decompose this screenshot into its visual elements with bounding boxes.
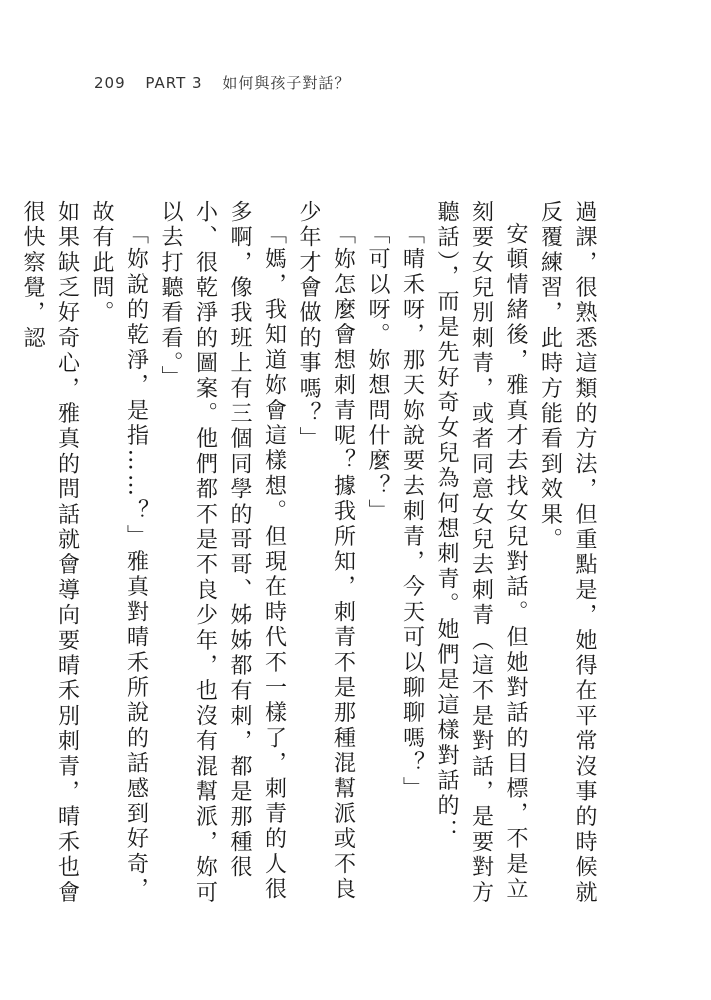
- vertical-body-text: [20, 200, 601, 920]
- part-label: PART 3: [145, 74, 203, 92]
- dialogue-line: 「可以呀。妳想問什麼？」: [365, 222, 390, 525]
- running-header: [94, 72, 364, 93]
- chapter-title: 如何與孩子對話？: [222, 74, 351, 92]
- dialogue-line: 「妳怎麼會想刺青呢？據我所知，刺青不是那種混幫派或不良少年才會做的事嗎？」: [296, 200, 356, 903]
- page-number: 209: [94, 74, 126, 92]
- paragraph: 安頓情緒後，雅真才去找女兒對話。但她對話的目標，不是立刻要女兒別刺青，或者同意女兒去刺青（這不是對話，是要對方聽話），而是先好奇女兒為何想刺青。她們是這樣對話的：: [434, 200, 528, 906]
- paragraph: 如果缺乏好奇心，雅真的問話就會導向要晴禾別刺青，晴禾也會很快察覺，認: [20, 200, 80, 906]
- paragraph-continued: 過課，很熟悉這類的方法，但重點是，她得在平常沒事的時候就反覆練習，此時方能看到效果。: [537, 200, 597, 906]
- dialogue-line: 「媽，我知道妳會這樣想。但現在時代不一樣了，刺青的人很多啊，像我班上有三個同學的哥哥、姊姊都有刺，都是那種很小、很乾淨的圖案。他們都不是不良少年，也沒有混幫派，妳可以去打聽看看。」: [158, 200, 287, 906]
- dialogue-line: 「晴禾呀，那天妳說要去刺青，今天可以聊聊嗎？」: [399, 222, 425, 802]
- dialogue-line: 「妳說的乾淨，是指……？」雅真對晴禾所說的話感到好奇，故有此問。: [89, 200, 149, 903]
